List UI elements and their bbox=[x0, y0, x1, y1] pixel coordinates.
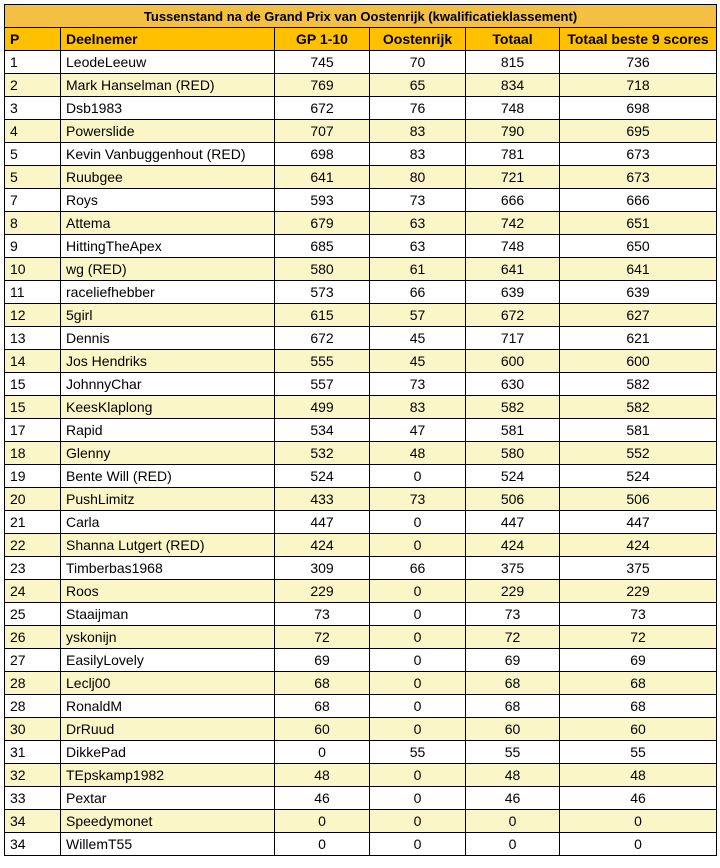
cell-participant: raceliefhebber bbox=[61, 281, 275, 304]
cell-totaal: 447 bbox=[466, 511, 560, 534]
cell-position: 1 bbox=[5, 51, 61, 74]
table-row bbox=[5, 557, 717, 580]
table-row bbox=[5, 695, 717, 718]
cell-best-9: 736 bbox=[560, 51, 717, 74]
cell-participant: Leclj00 bbox=[61, 672, 275, 695]
cell-participant: yskonijn bbox=[61, 626, 275, 649]
cell-totaal: 641 bbox=[466, 258, 560, 281]
cell-participant: Staaijman bbox=[61, 603, 275, 626]
cell-position: 14 bbox=[5, 350, 61, 373]
table-row bbox=[5, 350, 717, 373]
cell-participant: LeodeLeeuw bbox=[61, 51, 275, 74]
cell-totaal: 581 bbox=[466, 419, 560, 442]
cell-gp-1-10: 707 bbox=[275, 120, 370, 143]
table-row bbox=[5, 649, 717, 672]
cell-best-9: 48 bbox=[560, 764, 717, 787]
cell-position: 25 bbox=[5, 603, 61, 626]
cell-oostenrijk: 48 bbox=[370, 442, 466, 465]
cell-totaal: 717 bbox=[466, 327, 560, 350]
cell-best-9: 673 bbox=[560, 166, 717, 189]
cell-totaal: 790 bbox=[466, 120, 560, 143]
cell-gp-1-10: 698 bbox=[275, 143, 370, 166]
cell-gp-1-10: 524 bbox=[275, 465, 370, 488]
cell-oostenrijk: 0 bbox=[370, 695, 466, 718]
cell-totaal: 580 bbox=[466, 442, 560, 465]
table-row bbox=[5, 833, 717, 856]
table-row bbox=[5, 511, 717, 534]
cell-participant: Dsb1983 bbox=[61, 97, 275, 120]
cell-gp-1-10: 499 bbox=[275, 396, 370, 419]
cell-position: 10 bbox=[5, 258, 61, 281]
cell-participant: DrRuud bbox=[61, 718, 275, 741]
table-row bbox=[5, 465, 717, 488]
cell-oostenrijk: 0 bbox=[370, 649, 466, 672]
table-row bbox=[5, 396, 717, 419]
cell-position: 19 bbox=[5, 465, 61, 488]
cell-best-9: 666 bbox=[560, 189, 717, 212]
cell-gp-1-10: 615 bbox=[275, 304, 370, 327]
cell-best-9: 375 bbox=[560, 557, 717, 580]
cell-totaal: 375 bbox=[466, 557, 560, 580]
cell-oostenrijk: 57 bbox=[370, 304, 466, 327]
table-row bbox=[5, 281, 717, 304]
cell-participant: RonaldM bbox=[61, 695, 275, 718]
cell-best-9: 621 bbox=[560, 327, 717, 350]
col-header-position: P bbox=[5, 28, 61, 51]
cell-participant: KeesKlaplong bbox=[61, 396, 275, 419]
cell-totaal: 60 bbox=[466, 718, 560, 741]
cell-best-9: 552 bbox=[560, 442, 717, 465]
cell-best-9: 229 bbox=[560, 580, 717, 603]
cell-gp-1-10: 48 bbox=[275, 764, 370, 787]
cell-oostenrijk: 0 bbox=[370, 810, 466, 833]
cell-oostenrijk: 0 bbox=[370, 833, 466, 856]
cell-best-9: 68 bbox=[560, 695, 717, 718]
col-header-gp-1-10: GP 1-10 bbox=[275, 28, 370, 51]
col-header-totaal: Totaal bbox=[466, 28, 560, 51]
table-row bbox=[5, 787, 717, 810]
cell-position: 2 bbox=[5, 74, 61, 97]
cell-oostenrijk: 70 bbox=[370, 51, 466, 74]
cell-best-9: 627 bbox=[560, 304, 717, 327]
cell-gp-1-10: 580 bbox=[275, 258, 370, 281]
table-title: Tussenstand na de Grand Prix van Oostenrijk (kwalificatieklassement) bbox=[5, 5, 717, 28]
cell-position: 27 bbox=[5, 649, 61, 672]
cell-gp-1-10: 685 bbox=[275, 235, 370, 258]
cell-participant: Timberbas1968 bbox=[61, 557, 275, 580]
cell-totaal: 672 bbox=[466, 304, 560, 327]
table-row bbox=[5, 718, 717, 741]
table-row bbox=[5, 143, 717, 166]
table-row bbox=[5, 672, 717, 695]
cell-position: 22 bbox=[5, 534, 61, 557]
cell-position: 33 bbox=[5, 787, 61, 810]
cell-best-9: 600 bbox=[560, 350, 717, 373]
cell-participant: Kevin Vanbuggenhout (RED) bbox=[61, 143, 275, 166]
cell-best-9: 641 bbox=[560, 258, 717, 281]
cell-participant: PushLimitz bbox=[61, 488, 275, 511]
cell-totaal: 0 bbox=[466, 810, 560, 833]
cell-oostenrijk: 73 bbox=[370, 488, 466, 511]
cell-totaal: 666 bbox=[466, 189, 560, 212]
cell-participant: Powerslide bbox=[61, 120, 275, 143]
cell-totaal: 834 bbox=[466, 74, 560, 97]
cell-best-9: 46 bbox=[560, 787, 717, 810]
cell-position: 13 bbox=[5, 327, 61, 350]
cell-position: 28 bbox=[5, 695, 61, 718]
cell-totaal: 55 bbox=[466, 741, 560, 764]
cell-oostenrijk: 0 bbox=[370, 511, 466, 534]
cell-totaal: 68 bbox=[466, 672, 560, 695]
cell-oostenrijk: 45 bbox=[370, 350, 466, 373]
cell-position: 24 bbox=[5, 580, 61, 603]
table-row bbox=[5, 741, 717, 764]
col-header-best-9: Totaal beste 9 scores bbox=[560, 28, 717, 51]
cell-position: 15 bbox=[5, 373, 61, 396]
cell-participant: DikkePad bbox=[61, 741, 275, 764]
cell-best-9: 69 bbox=[560, 649, 717, 672]
cell-totaal: 742 bbox=[466, 212, 560, 235]
cell-position: 17 bbox=[5, 419, 61, 442]
cell-gp-1-10: 60 bbox=[275, 718, 370, 741]
cell-position: 11 bbox=[5, 281, 61, 304]
cell-oostenrijk: 0 bbox=[370, 718, 466, 741]
cell-participant: JohnnyChar bbox=[61, 373, 275, 396]
cell-gp-1-10: 557 bbox=[275, 373, 370, 396]
cell-totaal: 815 bbox=[466, 51, 560, 74]
cell-best-9: 424 bbox=[560, 534, 717, 557]
cell-position: 20 bbox=[5, 488, 61, 511]
cell-best-9: 72 bbox=[560, 626, 717, 649]
cell-best-9: 506 bbox=[560, 488, 717, 511]
cell-best-9: 60 bbox=[560, 718, 717, 741]
cell-participant: 5girl bbox=[61, 304, 275, 327]
table-row bbox=[5, 235, 717, 258]
cell-gp-1-10: 672 bbox=[275, 97, 370, 120]
cell-best-9: 650 bbox=[560, 235, 717, 258]
cell-best-9: 447 bbox=[560, 511, 717, 534]
cell-totaal: 69 bbox=[466, 649, 560, 672]
cell-oostenrijk: 83 bbox=[370, 396, 466, 419]
table-row bbox=[5, 51, 717, 74]
cell-position: 34 bbox=[5, 810, 61, 833]
cell-gp-1-10: 573 bbox=[275, 281, 370, 304]
cell-totaal: 582 bbox=[466, 396, 560, 419]
table-row bbox=[5, 304, 717, 327]
cell-totaal: 0 bbox=[466, 833, 560, 856]
cell-position: 31 bbox=[5, 741, 61, 764]
cell-gp-1-10: 0 bbox=[275, 810, 370, 833]
cell-participant: TEpskamp1982 bbox=[61, 764, 275, 787]
cell-oostenrijk: 83 bbox=[370, 143, 466, 166]
cell-best-9: 639 bbox=[560, 281, 717, 304]
cell-participant: wg (RED) bbox=[61, 258, 275, 281]
cell-position: 34 bbox=[5, 833, 61, 856]
cell-oostenrijk: 0 bbox=[370, 603, 466, 626]
cell-totaal: 748 bbox=[466, 235, 560, 258]
table-row bbox=[5, 764, 717, 787]
cell-oostenrijk: 0 bbox=[370, 764, 466, 787]
cell-totaal: 72 bbox=[466, 626, 560, 649]
cell-gp-1-10: 0 bbox=[275, 833, 370, 856]
cell-totaal: 639 bbox=[466, 281, 560, 304]
cell-gp-1-10: 555 bbox=[275, 350, 370, 373]
cell-best-9: 0 bbox=[560, 810, 717, 833]
cell-best-9: 0 bbox=[560, 833, 717, 856]
table-row bbox=[5, 810, 717, 833]
cell-totaal: 781 bbox=[466, 143, 560, 166]
cell-totaal: 68 bbox=[466, 695, 560, 718]
cell-participant: Jos Hendriks bbox=[61, 350, 275, 373]
cell-oostenrijk: 0 bbox=[370, 580, 466, 603]
cell-gp-1-10: 72 bbox=[275, 626, 370, 649]
cell-position: 32 bbox=[5, 764, 61, 787]
cell-oostenrijk: 55 bbox=[370, 741, 466, 764]
cell-oostenrijk: 45 bbox=[370, 327, 466, 350]
cell-oostenrijk: 0 bbox=[370, 626, 466, 649]
cell-position: 5 bbox=[5, 143, 61, 166]
cell-oostenrijk: 0 bbox=[370, 787, 466, 810]
table-row bbox=[5, 419, 717, 442]
cell-oostenrijk: 63 bbox=[370, 212, 466, 235]
cell-best-9: 73 bbox=[560, 603, 717, 626]
cell-participant: Roos bbox=[61, 580, 275, 603]
cell-position: 21 bbox=[5, 511, 61, 534]
cell-position: 28 bbox=[5, 672, 61, 695]
cell-gp-1-10: 672 bbox=[275, 327, 370, 350]
cell-best-9: 695 bbox=[560, 120, 717, 143]
cell-totaal: 229 bbox=[466, 580, 560, 603]
cell-gp-1-10: 424 bbox=[275, 534, 370, 557]
cell-participant: Ruubgee bbox=[61, 166, 275, 189]
cell-participant: Speedymonet bbox=[61, 810, 275, 833]
table-row bbox=[5, 97, 717, 120]
table-row bbox=[5, 189, 717, 212]
table-row bbox=[5, 534, 717, 557]
cell-gp-1-10: 68 bbox=[275, 672, 370, 695]
cell-position: 7 bbox=[5, 189, 61, 212]
cell-oostenrijk: 63 bbox=[370, 235, 466, 258]
cell-oostenrijk: 73 bbox=[370, 189, 466, 212]
cell-gp-1-10: 73 bbox=[275, 603, 370, 626]
cell-totaal: 748 bbox=[466, 97, 560, 120]
cell-best-9: 582 bbox=[560, 373, 717, 396]
cell-totaal: 73 bbox=[466, 603, 560, 626]
cell-participant: Dennis bbox=[61, 327, 275, 350]
cell-gp-1-10: 68 bbox=[275, 695, 370, 718]
cell-totaal: 600 bbox=[466, 350, 560, 373]
cell-oostenrijk: 65 bbox=[370, 74, 466, 97]
cell-best-9: 581 bbox=[560, 419, 717, 442]
cell-gp-1-10: 447 bbox=[275, 511, 370, 534]
cell-totaal: 506 bbox=[466, 488, 560, 511]
table-row bbox=[5, 74, 717, 97]
cell-participant: Glenny bbox=[61, 442, 275, 465]
header-row bbox=[5, 28, 717, 51]
cell-totaal: 721 bbox=[466, 166, 560, 189]
cell-gp-1-10: 679 bbox=[275, 212, 370, 235]
col-header-oostenrijk: Oostenrijk bbox=[370, 28, 466, 51]
cell-totaal: 46 bbox=[466, 787, 560, 810]
cell-position: 3 bbox=[5, 97, 61, 120]
cell-oostenrijk: 66 bbox=[370, 557, 466, 580]
cell-best-9: 524 bbox=[560, 465, 717, 488]
cell-oostenrijk: 83 bbox=[370, 120, 466, 143]
table-row bbox=[5, 488, 717, 511]
cell-oostenrijk: 61 bbox=[370, 258, 466, 281]
cell-participant: Roys bbox=[61, 189, 275, 212]
cell-participant: HittingTheApex bbox=[61, 235, 275, 258]
table-row bbox=[5, 603, 717, 626]
cell-totaal: 630 bbox=[466, 373, 560, 396]
table-row bbox=[5, 580, 717, 603]
cell-gp-1-10: 593 bbox=[275, 189, 370, 212]
cell-gp-1-10: 0 bbox=[275, 741, 370, 764]
cell-best-9: 651 bbox=[560, 212, 717, 235]
cell-oostenrijk: 0 bbox=[370, 534, 466, 557]
table-row bbox=[5, 120, 717, 143]
cell-best-9: 718 bbox=[560, 74, 717, 97]
cell-position: 23 bbox=[5, 557, 61, 580]
col-header-participant: Deelnemer bbox=[61, 28, 275, 51]
table-row bbox=[5, 258, 717, 281]
cell-participant: Shanna Lutgert (RED) bbox=[61, 534, 275, 557]
title-row bbox=[5, 5, 717, 28]
cell-gp-1-10: 433 bbox=[275, 488, 370, 511]
cell-gp-1-10: 229 bbox=[275, 580, 370, 603]
cell-oostenrijk: 47 bbox=[370, 419, 466, 442]
cell-participant: EasilyLovely bbox=[61, 649, 275, 672]
cell-participant: Attema bbox=[61, 212, 275, 235]
cell-best-9: 673 bbox=[560, 143, 717, 166]
table-body bbox=[5, 51, 717, 856]
cell-participant: Pextar bbox=[61, 787, 275, 810]
cell-gp-1-10: 532 bbox=[275, 442, 370, 465]
cell-position: 9 bbox=[5, 235, 61, 258]
table-row bbox=[5, 327, 717, 350]
table-row bbox=[5, 626, 717, 649]
cell-position: 26 bbox=[5, 626, 61, 649]
standings-table bbox=[4, 4, 717, 856]
table-row bbox=[5, 373, 717, 396]
cell-totaal: 524 bbox=[466, 465, 560, 488]
cell-gp-1-10: 641 bbox=[275, 166, 370, 189]
cell-gp-1-10: 46 bbox=[275, 787, 370, 810]
cell-gp-1-10: 745 bbox=[275, 51, 370, 74]
cell-oostenrijk: 66 bbox=[370, 281, 466, 304]
cell-position: 12 bbox=[5, 304, 61, 327]
cell-best-9: 698 bbox=[560, 97, 717, 120]
cell-position: 5 bbox=[5, 166, 61, 189]
cell-oostenrijk: 0 bbox=[370, 672, 466, 695]
table-row bbox=[5, 212, 717, 235]
cell-best-9: 55 bbox=[560, 741, 717, 764]
cell-best-9: 582 bbox=[560, 396, 717, 419]
cell-oostenrijk: 80 bbox=[370, 166, 466, 189]
cell-totaal: 48 bbox=[466, 764, 560, 787]
cell-participant: Rapid bbox=[61, 419, 275, 442]
cell-participant: WillemT55 bbox=[61, 833, 275, 856]
cell-oostenrijk: 73 bbox=[370, 373, 466, 396]
cell-oostenrijk: 76 bbox=[370, 97, 466, 120]
cell-gp-1-10: 769 bbox=[275, 74, 370, 97]
cell-gp-1-10: 309 bbox=[275, 557, 370, 580]
cell-participant: Bente Will (RED) bbox=[61, 465, 275, 488]
cell-oostenrijk: 0 bbox=[370, 465, 466, 488]
cell-participant: Mark Hanselman (RED) bbox=[61, 74, 275, 97]
cell-gp-1-10: 69 bbox=[275, 649, 370, 672]
table-row bbox=[5, 442, 717, 465]
cell-best-9: 68 bbox=[560, 672, 717, 695]
cell-position: 4 bbox=[5, 120, 61, 143]
cell-position: 8 bbox=[5, 212, 61, 235]
cell-gp-1-10: 534 bbox=[275, 419, 370, 442]
cell-position: 15 bbox=[5, 396, 61, 419]
cell-participant: Carla bbox=[61, 511, 275, 534]
cell-position: 18 bbox=[5, 442, 61, 465]
cell-totaal: 424 bbox=[466, 534, 560, 557]
cell-position: 30 bbox=[5, 718, 61, 741]
table-row bbox=[5, 166, 717, 189]
